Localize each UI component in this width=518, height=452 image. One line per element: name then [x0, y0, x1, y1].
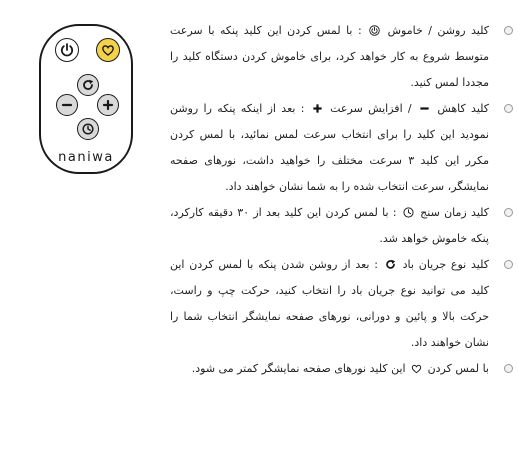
brand-logo: naniwa [58, 150, 114, 165]
list-item-heart: با لمس کردن این کلید نورهای صفحه نمایشگر کمتر می شود. [168, 356, 518, 382]
remote-timer-button [77, 118, 99, 140]
remote-plus-button [97, 94, 119, 116]
timer-icon [81, 122, 95, 136]
minus-icon [60, 98, 74, 112]
bullet-icon [504, 104, 513, 113]
timer-icon [403, 207, 414, 218]
bullet-icon [504, 260, 513, 269]
power-icon [59, 42, 75, 58]
swing-icon [385, 259, 396, 270]
minus-icon [419, 103, 430, 114]
bullet-icon [504, 208, 513, 217]
list-item-power: کلید روشن / خاموش : با لمس کردن این کلید پنکه با سرعت متوسط شروع به کار خواهد کرد، برای خاموش کردن دستگاه کلید را مجددا لمس کنید. [168, 18, 518, 96]
power-button-icon [369, 25, 380, 36]
remote-power-button [55, 38, 79, 62]
remote-control-illustration [39, 24, 133, 174]
list-item-timer: کلید زمان سنج : با لمس کردن این کلید بعد از ۳۰ دقیقه کارکرد، پنکه خاموش خواهد شد. [168, 200, 518, 252]
list-item-speed: کلید کاهش / افزایش سرعت : بعد از اینکه پنکه را روشن نمودید این کلید را برای انتخاب سرعت لمس نمائید، با لمس کردن مکرر این کلید ۳ سرعت مختلف را خواهید داشت، نورهای صفحه نمایشگر، سرعت انتخاب شده را به شما نشان خواهند داد. [168, 96, 518, 200]
remote-swing-button [77, 74, 99, 96]
remote-minus-button [56, 94, 78, 116]
bullet-icon [504, 364, 513, 373]
remote-heart-button [96, 38, 120, 62]
swing-icon [81, 78, 95, 92]
bullet-icon [504, 26, 513, 35]
heart-icon [411, 363, 422, 374]
plus-icon [101, 98, 115, 112]
instruction-list [168, 18, 518, 382]
plus-icon [312, 103, 323, 114]
heart-icon [101, 43, 115, 57]
list-item-swing: کلید نوع جریان باد : بعد از روشن شدن پنکه با لمس کردن این کلید می توانید نوع جریان باد را انتخاب کنید، حرکت چپ و راست، حرکت بالا و پائین و دورانی، نورهای صفحه نمایشگر انتخاب شما را نشان خواهند داد. [168, 252, 518, 356]
